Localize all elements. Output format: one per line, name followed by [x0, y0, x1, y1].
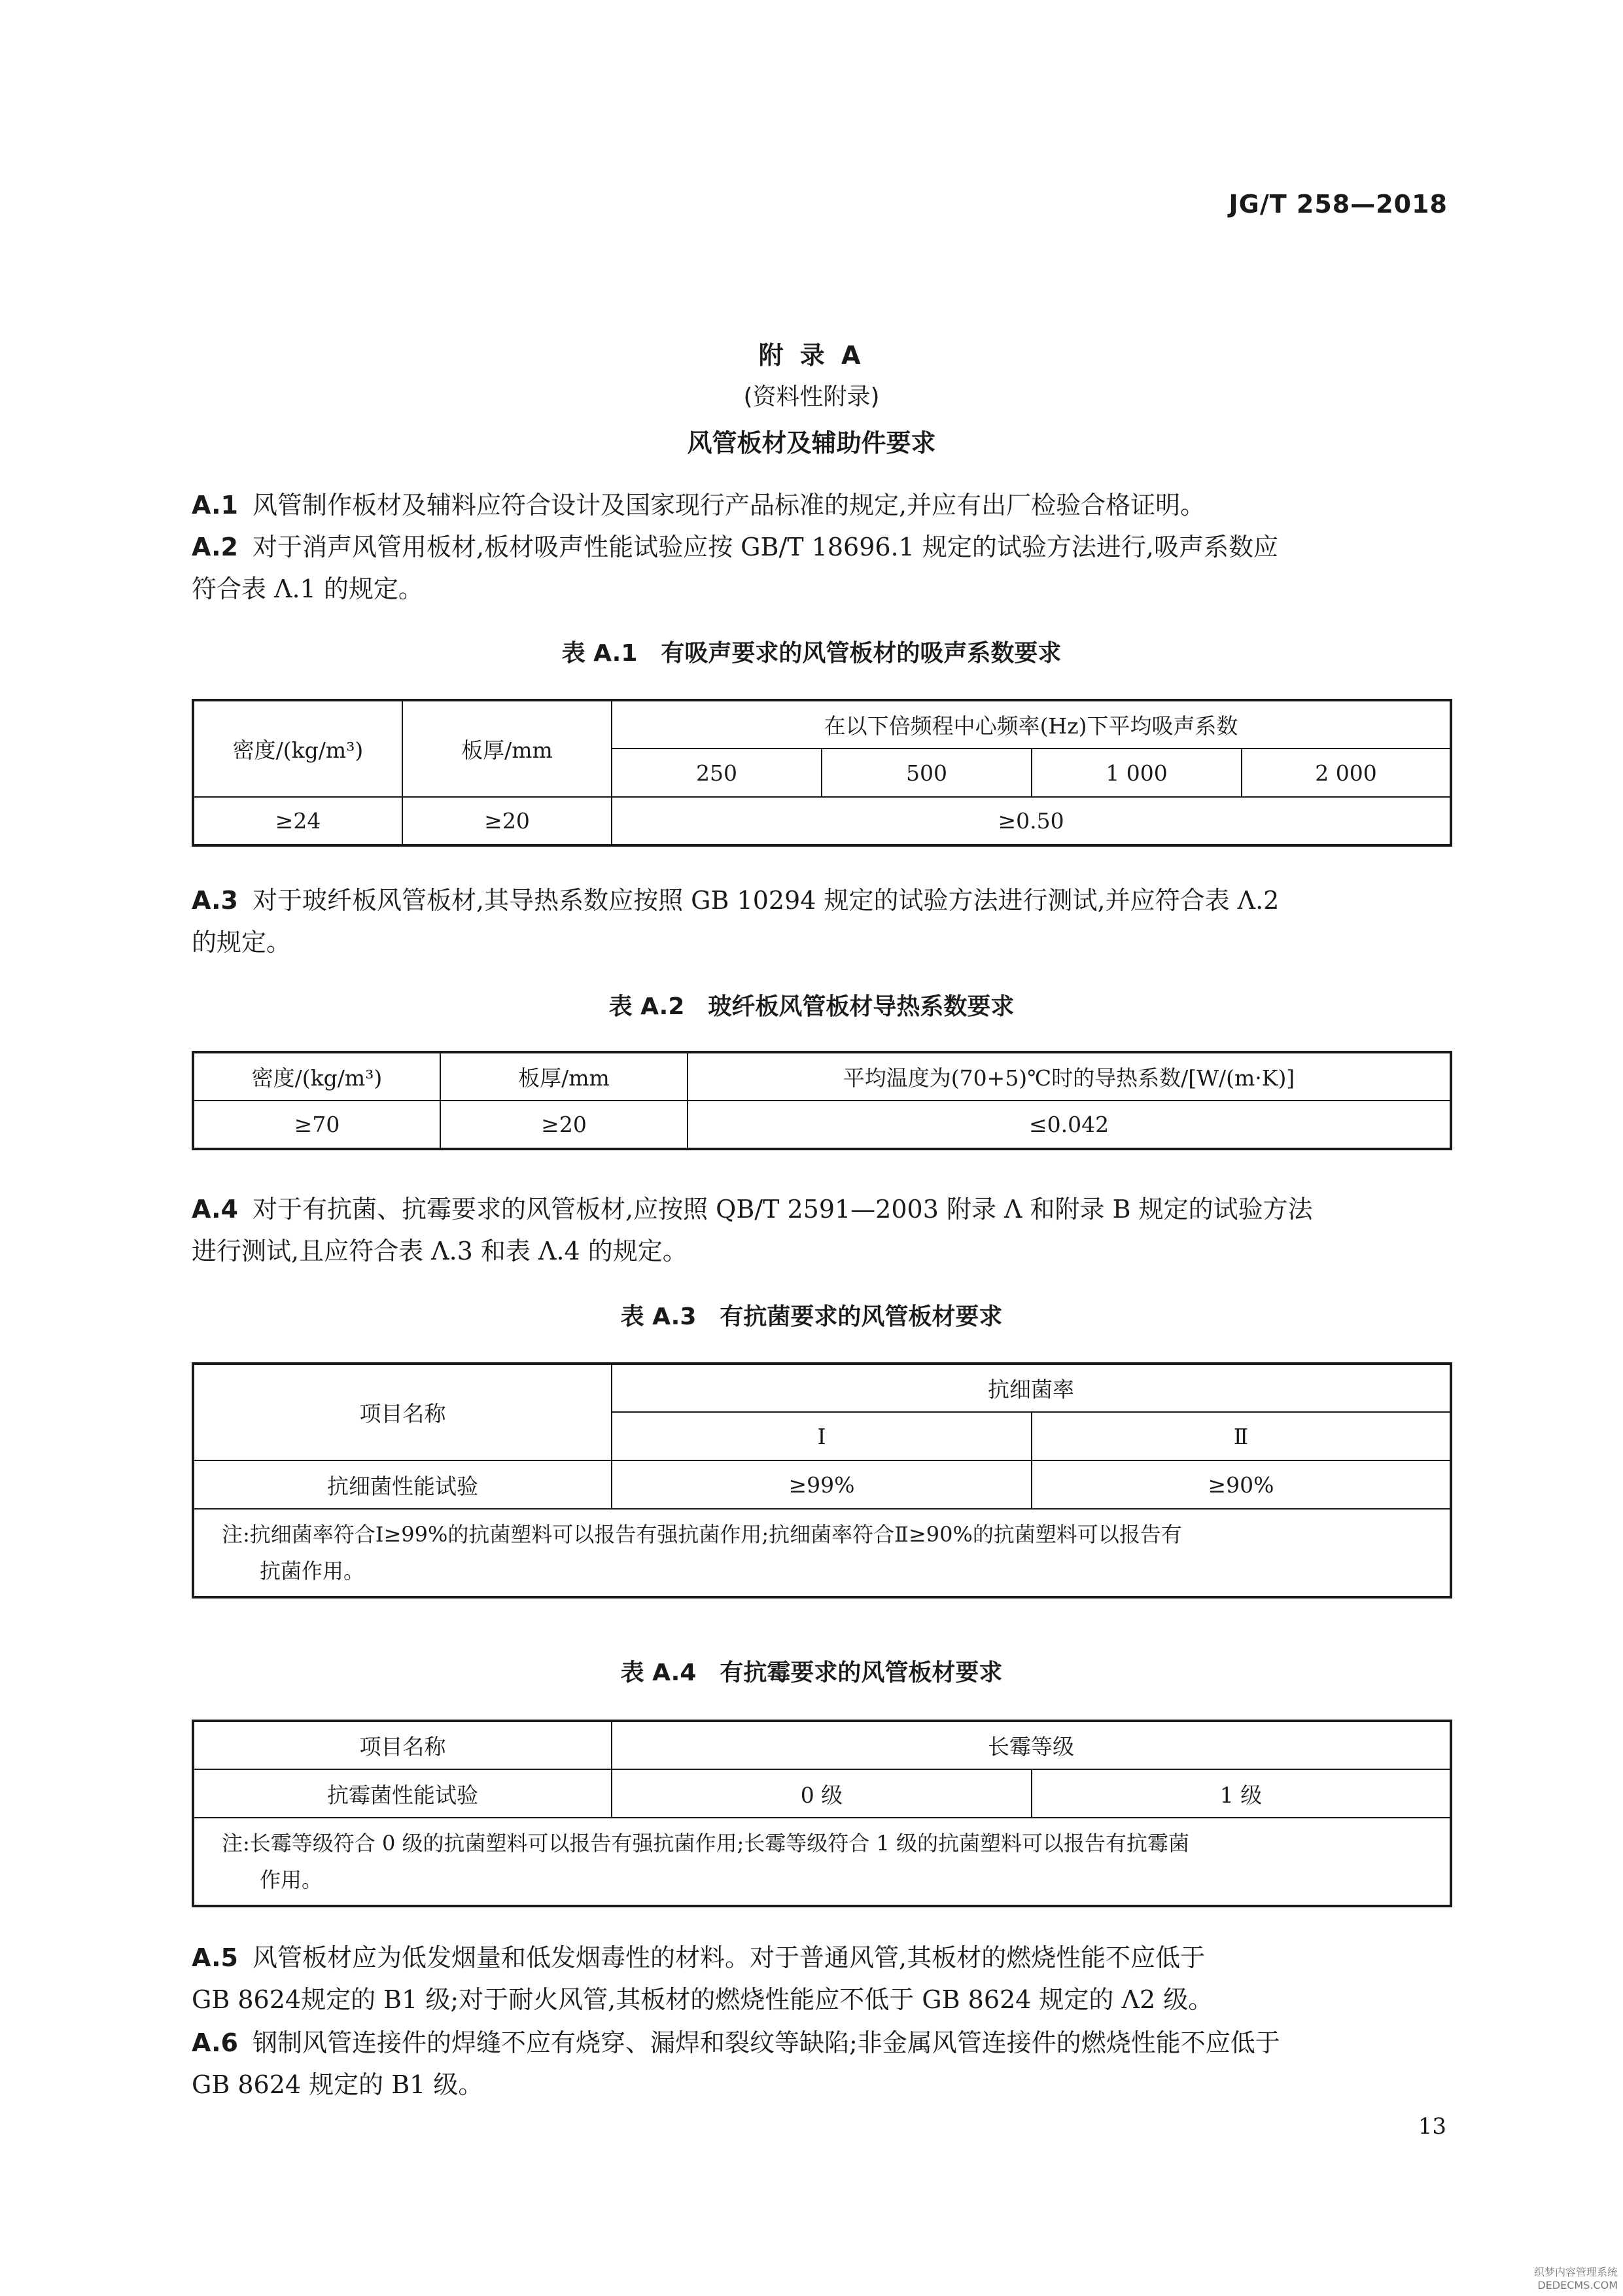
- table-note: [193, 1509, 1451, 1597]
- table-row: [193, 1101, 1451, 1149]
- note-text: 长霉等级符合 0 级的抗菌塑料可以报告有强抗菌作用;长霉等级符合 1 级的抗菌塑料可以报告有抗霉菌: [249, 1831, 1189, 1856]
- header-density: 密度/(kg/m³): [193, 700, 402, 797]
- clause-text-continued: 符合表 Λ.1 的规定。: [192, 574, 423, 603]
- header-density: 密度/(kg/m³): [193, 1052, 440, 1101]
- header-freq-250: 250: [612, 749, 822, 797]
- cell-density: ≥24: [193, 797, 402, 845]
- clause-a2: [192, 526, 1448, 610]
- cell-item: 抗细菌性能试验: [193, 1460, 612, 1509]
- clause-number: A.2: [192, 533, 238, 561]
- appendix-heading: 风管板材及辅助件要求: [687, 429, 936, 457]
- table-a1-caption: 表 A.1 有吸声要求的风管板材的吸声系数要求: [561, 640, 1062, 667]
- header-item-name: 项目名称: [193, 1364, 612, 1460]
- clause-number: A.1: [192, 491, 238, 520]
- header-grade-2: Ⅱ: [1032, 1412, 1451, 1460]
- cell-grade-1: 1 级: [1032, 1769, 1451, 1818]
- table-a4: [192, 1720, 1452, 1907]
- table-note: [193, 1818, 1451, 1906]
- table-a2-caption: 表 A.2 玻纤板风管板材导热系数要求: [608, 993, 1015, 1020]
- standard-code: JG/T 258—2018: [1229, 190, 1448, 219]
- note-text-continued: 作用。: [260, 1867, 323, 1892]
- table-a1: [192, 699, 1452, 847]
- clause-text-continued: 的规定。: [192, 928, 292, 957]
- clause-text-continued: 进行测试,且应符合表 Λ.3 和表 Λ.4 的规定。: [192, 1237, 688, 1265]
- cell-density: ≥70: [193, 1101, 440, 1149]
- clause-text: 对于玻纤板风管板材,其导热系数应按照 GB 10294 规定的试验方法进行测试,并应符合表 Λ.2: [253, 886, 1280, 915]
- site-watermark: [1534, 2266, 1618, 2292]
- note-text-continued: 抗菌作用。: [260, 1559, 365, 1583]
- clause-text: 钢制风管连接件的焊缝不应有烧穿、漏焊和裂纹等缺陷;非金属风管连接件的燃烧性能不应低于: [253, 2028, 1280, 2057]
- table-a3-caption: 表 A.3 有抗菌要求的风管板材要求: [620, 1303, 1003, 1330]
- header-thickness: 板厚/mm: [440, 1052, 688, 1101]
- cell-grade-0: 0 级: [612, 1769, 1032, 1818]
- clause-number: A.5: [192, 1943, 238, 1972]
- cell-conductivity: ≤0.042: [688, 1101, 1451, 1149]
- note-label: 注:: [222, 1831, 250, 1856]
- table-a4-caption: 表 A.4 有抗霉要求的风管板材要求: [620, 1659, 1003, 1686]
- table-note-row: [193, 1509, 1451, 1597]
- table-note-row: [193, 1818, 1451, 1906]
- clause-number: A.4: [192, 1195, 238, 1224]
- table-row: [193, 1769, 1451, 1818]
- header-absorption: 在以下倍频程中心频率(Hz)下平均吸声系数: [612, 700, 1451, 749]
- clause-a6: [192, 2022, 1448, 2106]
- header-freq-500: 500: [822, 749, 1032, 797]
- cell-thickness: ≥20: [440, 1101, 688, 1149]
- clause-number: A.3: [192, 886, 238, 915]
- cell-grade-1: ≥99%: [612, 1460, 1032, 1509]
- header-item-name: 项目名称: [193, 1721, 612, 1769]
- clause-text: 对于有抗菌、抗霉要求的风管板材,应按照 QB/T 2591—2003 附录 Λ 和附录 B 规定的试验方法: [253, 1195, 1313, 1224]
- note-text: 抗细菌率符合Ⅰ≥99%的抗菌塑料可以报告有强抗菌作用;抗细菌率符合Ⅱ≥90%的抗菌塑料可以报告有: [249, 1522, 1182, 1547]
- clause-a5: [192, 1937, 1448, 2021]
- clause-text: 风管制作板材及辅料应符合设计及国家现行产品标准的规定,并应有出厂检验合格证明。: [253, 491, 1206, 520]
- clause-text-continued: GB 8624规定的 B1 级;对于耐火风管,其板材的燃烧性能应不低于 GB 8624 规定的 Λ2 级。: [192, 1985, 1213, 2014]
- header-thickness: 板厚/mm: [402, 700, 612, 797]
- clause-text: 风管板材应为低发烟量和低发烟毒性的材料。对于普通风管,其板材的燃烧性能不应低于: [253, 1943, 1206, 1972]
- header-freq-1000: 1 000: [1032, 749, 1242, 797]
- cell-grade-2: ≥90%: [1032, 1460, 1451, 1509]
- cell-thickness: ≥20: [402, 797, 612, 845]
- header-antibacterial-rate: 抗细菌率: [612, 1364, 1451, 1412]
- cell-item: 抗霉菌性能试验: [193, 1769, 612, 1818]
- clause-text: 对于消声风管用板材,板材吸声性能试验应按 GB/T 18696.1 规定的试验方法进行,吸声系数应: [253, 533, 1278, 561]
- table-a2: [192, 1051, 1452, 1150]
- appendix-subtitle: (资料性附录): [743, 383, 880, 410]
- table-a3: [192, 1362, 1452, 1598]
- clause-a4: [192, 1188, 1448, 1272]
- appendix-title: 附 录 A: [758, 341, 865, 370]
- table-row: [193, 1460, 1451, 1509]
- header-grade-1: Ⅰ: [612, 1412, 1032, 1460]
- page-number: 13: [1418, 2113, 1446, 2140]
- header-conductivity: 平均温度为(70+5)℃时的导热系数/[W/(m·K)]: [688, 1052, 1451, 1101]
- clause-a3: [192, 879, 1448, 963]
- header-freq-2000: 2 000: [1242, 749, 1451, 797]
- watermark-line-2: DEDECMS.COM: [1537, 2279, 1618, 2291]
- header-mould-grade: 长霉等级: [612, 1721, 1451, 1769]
- cell-absorption: ≥0.50: [612, 797, 1451, 845]
- clause-text-continued: GB 8624 规定的 B1 级。: [192, 2070, 483, 2099]
- clause-number: A.6: [192, 2028, 238, 2057]
- watermark-line-1: 织梦内容管理系统: [1533, 2266, 1618, 2278]
- note-label: 注:: [222, 1522, 250, 1547]
- table-row: [193, 797, 1451, 845]
- clause-a1: [192, 484, 1448, 526]
